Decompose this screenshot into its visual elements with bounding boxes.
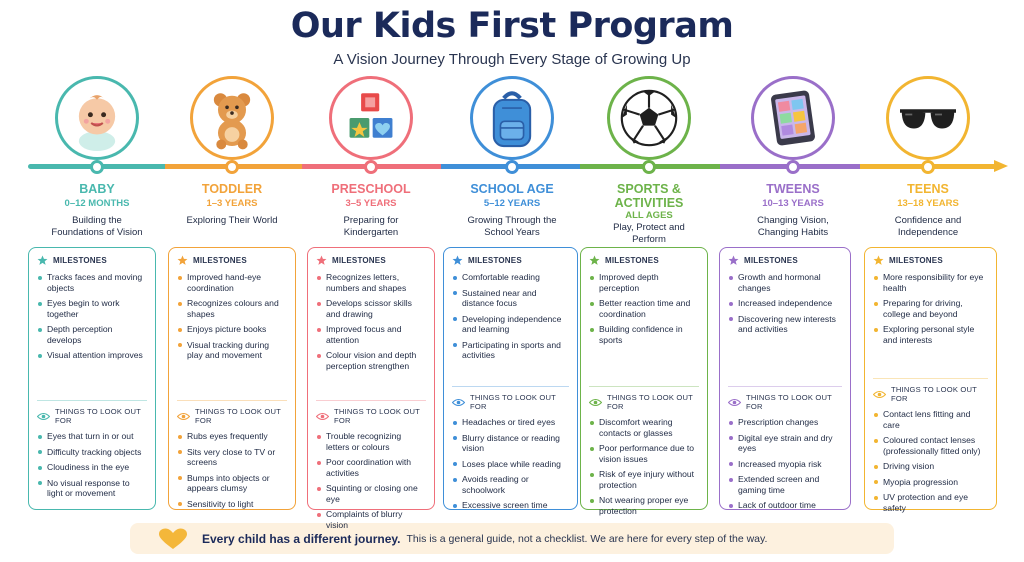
lookout-section (720, 386, 850, 516)
lookout-heading-label: THINGS TO LOOK OUT FOR (195, 407, 281, 425)
teddy-bear-icon (199, 85, 265, 151)
lookout-heading (728, 393, 842, 411)
stage-card (580, 247, 708, 516)
milestones-heading (37, 255, 147, 266)
lookout-item: Cloudiness in the eye (37, 462, 147, 473)
footer-text: This is a general guide, not a checklist. We are here for every step of the way. (406, 532, 768, 545)
eye-icon (177, 412, 190, 421)
star-icon (37, 255, 48, 266)
milestone-item: Sustained near and distance focus (452, 288, 569, 309)
stage-icon-circle (470, 76, 554, 160)
lookout-item: Discomfort wearing contacts or glasses (589, 417, 699, 438)
timeline-dot (786, 160, 800, 174)
milestones-list (728, 272, 842, 335)
timeline-dot (225, 160, 239, 174)
milestones-heading (452, 255, 569, 266)
stage-card (168, 247, 296, 510)
stage-name: PRESCHOOL (331, 182, 411, 196)
card-divider (452, 386, 569, 387)
lookout-item: Contact lens fitting and care (873, 409, 988, 430)
lookout-heading-label: THINGS TO LOOK OUT FOR (607, 393, 693, 411)
blocks-icon (338, 85, 404, 151)
milestone-item: Comfortable reading (452, 272, 569, 283)
lookout-item: Not wearing proper eye protection (589, 495, 699, 516)
milestones-heading-label: MILESTONES (193, 256, 247, 265)
lookout-section (581, 386, 707, 521)
lookout-heading-label: THINGS TO LOOK OUT FOR (55, 407, 141, 425)
stage-description: Preparing for Kindergarten (343, 215, 399, 238)
milestone-item: Tracks faces and moving objects (37, 272, 147, 293)
lookout-section (308, 400, 434, 535)
lookout-list (452, 417, 569, 511)
page-subtitle: A Vision Journey Through Every Stage of Growing Up (333, 51, 691, 68)
lookout-item: Trouble recognizing letters or colours (316, 431, 426, 452)
lookout-list (316, 431, 426, 530)
eye-icon (452, 398, 465, 407)
lookout-item: Increased myopia risk (728, 459, 842, 470)
stage-age: ALL AGES (625, 210, 673, 221)
lookout-item: Avoids reading or schoolwork (452, 474, 569, 495)
milestone-item: Eyes begin to work together (37, 298, 147, 319)
milestone-item: Discovering new interests and activities (728, 314, 842, 335)
stage-card (443, 247, 578, 510)
milestone-item: Better reaction time and coordination (589, 298, 699, 319)
lookout-heading (452, 393, 569, 411)
tablet-icon (761, 86, 825, 150)
lookout-list (177, 431, 287, 509)
soccer-ball-icon (615, 84, 683, 152)
lookout-item: Lack of outdoor time (728, 500, 842, 511)
eye-icon (873, 390, 886, 399)
lookout-section (444, 386, 577, 516)
milestone-item: More responsibility for eye health (873, 272, 988, 293)
lookout-list (873, 409, 988, 513)
stage-description: Play, Protect and Perform (613, 222, 685, 245)
stage-name: TWEENS (766, 182, 820, 196)
backpack-icon (479, 85, 545, 151)
milestones-heading (177, 255, 287, 266)
baby-icon (64, 85, 130, 151)
lookout-heading-label: THINGS TO LOOK OUT FOR (334, 407, 420, 425)
lookout-item: Digital eye strain and dry eyes (728, 433, 842, 454)
stage-age: 5–12 YEARS (483, 198, 541, 209)
lookout-heading-label: THINGS TO LOOK OUT FOR (891, 385, 977, 403)
lookout-heading (37, 407, 147, 425)
milestones-heading-label: MILESTONES (605, 256, 659, 265)
milestone-item: Enjoys picture books (177, 324, 287, 335)
timeline-dot (921, 160, 935, 174)
stage-description: Building the Foundations of Vision (51, 215, 143, 238)
lookout-heading-label: THINGS TO LOOK OUT FOR (746, 393, 832, 411)
timeline-dot (364, 160, 378, 174)
lookout-item: Bumps into objects or appears clumsy (177, 473, 287, 494)
lookout-item: Excessive screen time (452, 500, 569, 511)
lookout-item: UV protection and eye safety (873, 492, 988, 513)
star-icon (177, 255, 188, 266)
lookout-item: Extended screen and gaming time (728, 474, 842, 495)
stage-name: TEENS (907, 182, 949, 196)
lookout-item: Driving vision (873, 461, 988, 472)
milestone-item: Recognizes colours and shapes (177, 298, 287, 319)
milestone-item: Improved depth perception (589, 272, 699, 293)
milestones-heading (728, 255, 842, 266)
sunglasses-icon (893, 83, 963, 153)
lookout-heading (589, 393, 699, 411)
lookout-heading-label: THINGS TO LOOK OUT FOR (470, 393, 556, 411)
stage-card (307, 247, 435, 530)
milestones-heading-label: MILESTONES (744, 256, 798, 265)
lookout-item: Risk of eye injury without protection (589, 469, 699, 490)
stage-name: SCHOOL AGE (470, 182, 554, 196)
stage-icon-circle (55, 76, 139, 160)
milestones-heading (873, 255, 988, 266)
milestone-item: Recognizes letters, numbers and shapes (316, 272, 426, 293)
lookout-item: Prescription changes (728, 417, 842, 428)
lookout-item: Myopia progression (873, 477, 988, 488)
stage-icon-circle (329, 76, 413, 160)
stage-age: 13–18 YEARS (897, 198, 959, 209)
lookout-item: Rubs eyes frequently (177, 431, 287, 442)
stage-icon-circle (886, 76, 970, 160)
lookout-list (728, 417, 842, 511)
lookout-item: No visual response to light or movement (37, 478, 147, 499)
stage-description: Changing Vision, Changing Habits (757, 215, 829, 238)
timeline-dot (642, 160, 656, 174)
milestones-heading-label: MILESTONES (889, 256, 943, 265)
lookout-item: Sensitivity to light (177, 499, 287, 510)
star-icon (589, 255, 600, 266)
star-icon (452, 255, 463, 266)
stage-icon-circle (751, 76, 835, 160)
timeline-dot (90, 160, 104, 174)
stage-name: SPORTS & ACTIVITIES (614, 182, 684, 210)
milestones-heading (589, 255, 699, 266)
lookout-heading (177, 407, 287, 425)
milestone-item: Exploring personal style and interests (873, 324, 988, 345)
lookout-item: Sits very close to TV or screens (177, 447, 287, 468)
milestone-item: Developing independence and learning (452, 314, 569, 335)
milestones-list (37, 272, 147, 361)
milestone-item: Increased independence (728, 298, 842, 309)
milestones-heading-label: MILESTONES (468, 256, 522, 265)
stage-name: BABY (79, 182, 115, 196)
lookout-item: Eyes that turn in or out (37, 431, 147, 442)
card-divider (37, 400, 147, 401)
lookout-heading (316, 407, 426, 425)
card-divider (177, 400, 287, 401)
milestone-item: Depth perception develops (37, 324, 147, 345)
timeline-arrow-icon (994, 160, 1008, 172)
stage-description: Confidence and Independence (894, 215, 962, 238)
eye-icon (728, 398, 741, 407)
milestone-item: Improved hand-eye coordination (177, 272, 287, 293)
stage-age: 10–13 YEARS (762, 198, 824, 209)
star-icon (873, 255, 884, 266)
lookout-list (37, 431, 147, 499)
card-divider (728, 386, 842, 387)
star-icon (728, 255, 739, 266)
lookout-item: Complaints of blurry vision (316, 509, 426, 530)
milestone-item: Building confidence in sports (589, 324, 699, 345)
milestone-item: Preparing for driving, college and beyond (873, 298, 988, 319)
footer-banner (130, 523, 894, 554)
timeline-dot (505, 160, 519, 174)
milestone-item: Participating in sports and activities (452, 340, 569, 361)
milestones-list (316, 272, 426, 371)
page-title: Our Kids First Program (290, 6, 734, 46)
lookout-item: Coloured contact lenses (professionally fitted only) (873, 435, 988, 456)
heart-icon (158, 528, 188, 550)
stage-icon-circle (190, 76, 274, 160)
lookout-section (169, 400, 295, 514)
stage-description: Exploring Their World (186, 215, 278, 226)
lookout-item: Blurry distance or reading vision (452, 433, 569, 454)
eye-icon (37, 412, 50, 421)
lookout-section (865, 378, 996, 518)
stage-card (28, 247, 156, 510)
milestone-item: Growth and hormonal changes (728, 272, 842, 293)
stage-card (719, 247, 851, 510)
card-divider (873, 378, 988, 379)
stage-icon-circle (607, 76, 691, 160)
eye-icon (316, 412, 329, 421)
milestone-item: Colour vision and depth perception strengthen (316, 350, 426, 371)
lookout-item: Squinting or closing one eye (316, 483, 426, 504)
lookout-item: Loses place while reading (452, 459, 569, 470)
stage-name: TODDLER (201, 182, 263, 196)
stage-age: 1–3 YEARS (206, 198, 258, 209)
milestone-item: Visual attention improves (37, 350, 147, 361)
lookout-heading (873, 385, 988, 403)
stage-description: Growing Through the School Years (467, 215, 557, 238)
star-icon (316, 255, 327, 266)
lookout-item: Difficulty tracking objects (37, 447, 147, 458)
milestones-list (873, 272, 988, 345)
milestone-item: Develops scissor skills and drawing (316, 298, 426, 319)
milestones-heading-label: MILESTONES (53, 256, 107, 265)
milestones-list (452, 272, 569, 361)
stage-age: 0–12 MONTHS (64, 198, 130, 209)
lookout-item: Poor coordination with activities (316, 457, 426, 478)
milestones-heading-label: MILESTONES (332, 256, 386, 265)
milestones-list (589, 272, 699, 345)
lookout-section (29, 400, 155, 504)
card-divider (316, 400, 426, 401)
card-divider (589, 386, 699, 387)
milestones-list (177, 272, 287, 361)
lookout-item: Poor performance due to vision issues (589, 443, 699, 464)
milestone-item: Visual tracking during play and movement (177, 340, 287, 361)
milestones-heading (316, 255, 426, 266)
lookout-list (589, 417, 699, 516)
footer-bold-text: Every child has a different journey. (202, 531, 401, 546)
milestone-item: Improved focus and attention (316, 324, 426, 345)
stage-age: 3–5 YEARS (345, 198, 397, 209)
eye-icon (589, 398, 602, 407)
stage-card (864, 247, 997, 513)
lookout-item: Headaches or tired eyes (452, 417, 569, 428)
